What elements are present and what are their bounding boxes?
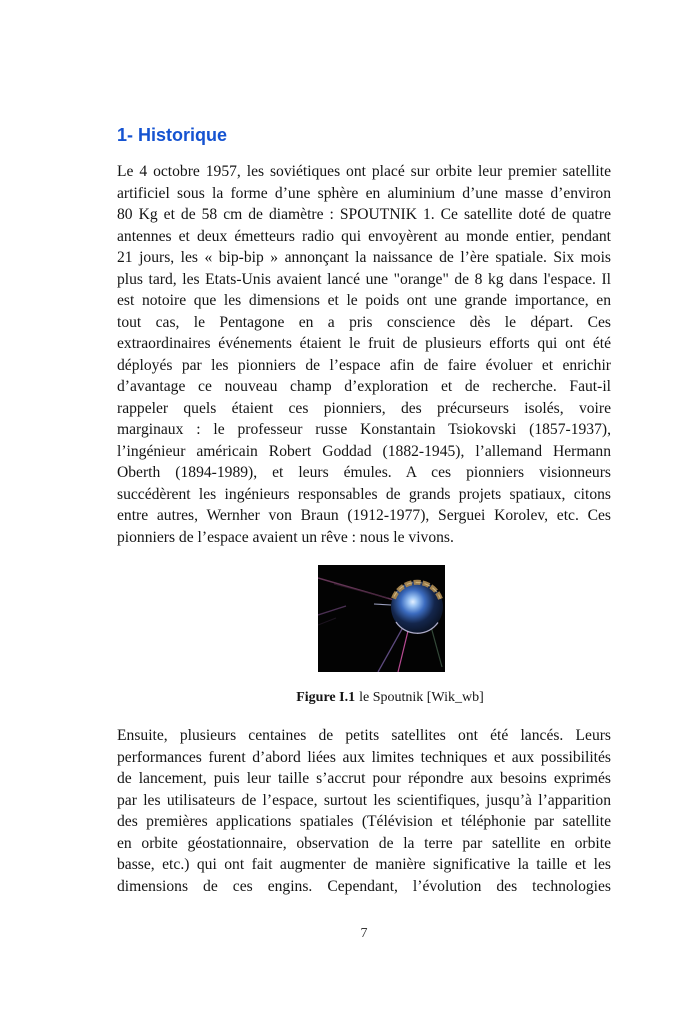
text-line: antennes et deux émetteurs radio qui envoyèrent au monde entier, pendant — [117, 227, 611, 245]
text-line: plus tard, les Etats-Unis avaient lancé une "orange" de 8 kg dans l'espace. Il — [117, 270, 611, 288]
text-line: en orbite géostationnaire, observation de la terre par satellite en orbite — [117, 834, 611, 852]
paragraph-justified-lines — [117, 161, 611, 527]
page-number: 7 — [360, 926, 368, 941]
text-line: pionniers de l’espace avaient un rêve : nous le vivons. — [117, 528, 454, 546]
text-line: de lancement, puis leur taille s’accrut pour répondre aux besoins exprimés — [117, 770, 611, 787]
text-line: est notoire que les dimensions et le poids ont une grande importance, en — [117, 292, 611, 309]
text-line: dimensions de ces engins. Cependant, l’évolution des technologies — [117, 877, 611, 895]
text-line: Ensuite, plusieurs centaines de petits satellites ont été lancés. Leurs — [117, 727, 611, 744]
text-line: l’ingénieur américain Robert Goddad (1882-1945), l’allemand Hermann — [117, 442, 611, 460]
figure-sputnik-photo — [318, 565, 445, 672]
text-line: performances furent d’abord liées aux limites techniques et aux possibilités — [117, 748, 611, 766]
text-line: par les utilisateurs de l’espace, surtout les scientifiques, jusqu’à l’apparition — [117, 791, 611, 809]
figure-caption — [117, 689, 637, 706]
text-line: basse, etc.) qui ont fait augmenter de manière significative la taille et les — [117, 856, 611, 873]
text-line: des premières applications spatiales (Télévision et téléphonie par satellite — [117, 813, 611, 830]
text-line: rappeler quels étaient ces pionniers, des précurseurs isolés, voire — [117, 399, 611, 417]
figure-caption-text: le Spoutnik [Wik_wb] — [359, 690, 484, 705]
text-line: 21 jours, les « bip-bip » annonçant la naissance de l’ère spatiale. Six mois — [117, 249, 611, 266]
paragraph-historique — [117, 161, 611, 548]
sputnik-photo-illustration — [318, 565, 445, 672]
page-title: 1- Historique — [117, 125, 228, 145]
figure-caption-label: Figure I.1 — [296, 690, 356, 705]
text-line: succédèrent les ingénieurs responsables de grands projets spatiaux, citons — [117, 485, 611, 503]
text-line: 80 Kg et de 58 cm de diamètre : SPOUTNIK 1. Ce satellite doté de quatre — [117, 206, 611, 223]
text-line: entre autres, Wernher von Braun (1912-1977), Serguei Korolev, etc. Ces — [117, 507, 611, 524]
paragraph-satellites — [117, 725, 611, 897]
text-line: déployés par les pionniers de l’espace afin de faire évoluer et enrichir — [117, 356, 611, 374]
text-line: extraordinaires événements étaient le fruit de plusieurs efforts qui ont été — [117, 335, 611, 352]
text-line: Oberth (1894-1989), et leurs émules. A ces pionniers visionneurs — [117, 464, 611, 481]
text-line: tout cas, le Pentagone en a pris conscience dès le départ. Ces — [117, 313, 611, 331]
text-line: marginaux : le professeur russe Konstantain Tsiokovski (1857-1937), — [117, 421, 611, 438]
text-line: Le 4 octobre 1957, les soviétiques ont placé sur orbite leur premier satellite — [117, 163, 611, 180]
text-line: d’avantage ce nouveau champ d’exploration et de recherche. Faut-il — [117, 378, 611, 395]
text-line: artificiel sous la forme d’une sphère en aluminium d’une masse d’environ — [117, 184, 611, 202]
paragraph-justified-lines — [117, 725, 611, 897]
